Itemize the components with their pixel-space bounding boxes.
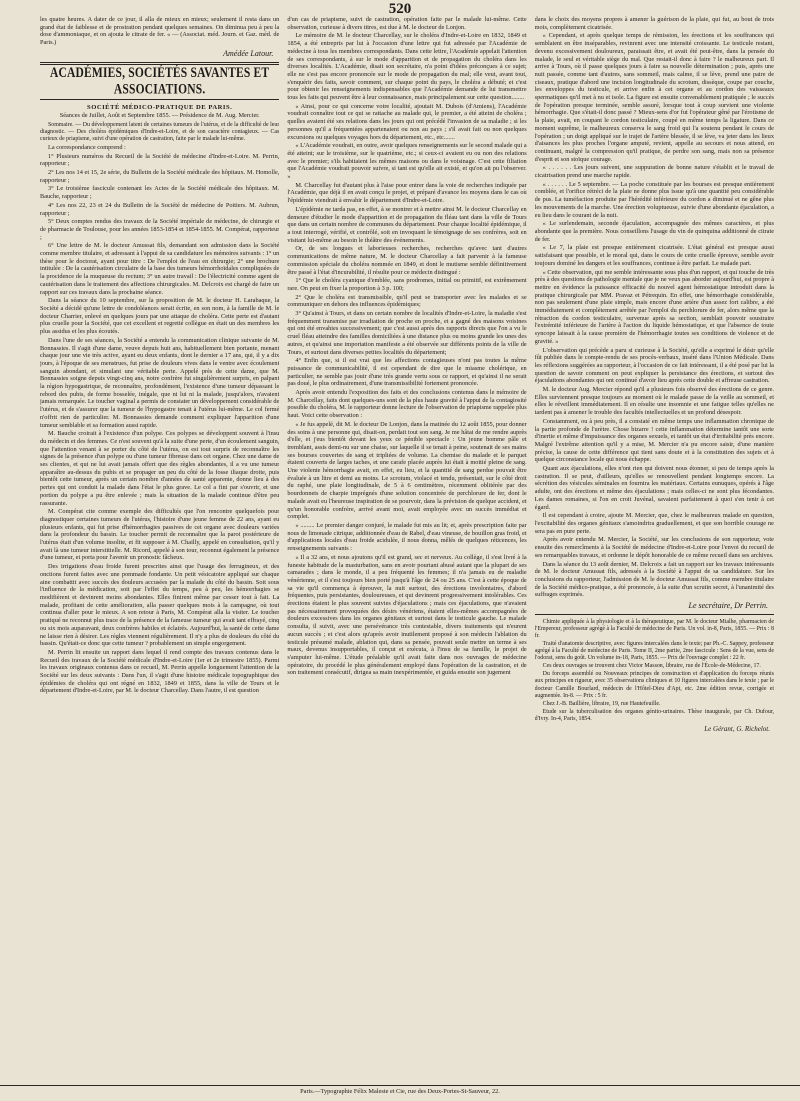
paragraph: « L'Académie voudrait, en outre, avoir quelques renseignements sur le second malade qui a été atteint; sur le troisième, sur le quatrième, etc.; si ceux-ci avaient eu ou non des relations avec le premier; s'ils habitaient les mêmes maisons ou dans le voisinage. C'est cette filiation que l'Académie voudrait pouvoir suivre, si tant est qu'elle ait existé, et qu'on ait pu l'observer. » (287, 142, 527, 181)
paragraph: Dans l'une de ses séances, la Société a entendu la communication clinique suivante de M. Bonnassies. Il s'agit d'une dame, veuve depuis huit ans, habituellement bien portante, menant chaque jour une vie très active, ayant eu deux enfants, dont le dernier a 17 ans, qui, il y a dix jours, à l'époque de ses menstrues, fut prise de douleurs vives dans le ventre avec écoulement sanguin abondant, et simulant une véritable perte. Appelé près de cette dame, que M. Bonnassies soigne depuis vingt-cinq ans, notre confrère fut singulièrement surpris, en palpant la région hypogastrique, de reconnaître, profondément, l'existence d'une tumeur dépassant le rebord des pubis, de forme bosselée, inégale, que ni lui ni la malade, jusqu'alors, n'avaient jamais remarquée. Le toucher vaginal a permis de constater un développement considérable de l'utérus, et de s'assurer que la tumeur de l'hypogastre tenait à l'utérus lui-même. Le col fermé n'offrit rien de particulier. M. Bonnassies demande comment expliquer l'apparition d'une tumeur semblable et sa formation aussi rapide. (40, 336, 280, 429)
paragraph: 1° Plusieurs numéros du Recueil de la Société de médecine d'Indre-et-Loire. M. Perrin, rapporteur ; (40, 152, 280, 168)
paragraph: L'épidémie ne tarda pas, en effet, à se montrer et à mettre ainsi M. le docteur Charcellay en demeure d'étudier le mode d'apparition et de propagation du fléau tant dans la ville de Tours que dans un certain nombre de communes du département. Pour chaque localité épidémique, il a tout interrogé, vérifié, et contrôlé, soit en invoquant le témoignage de ses confrères, soit en visitant lui-même au besoin le théâtre des événements. (287, 205, 527, 244)
paragraph: Dans la séance du 10 septembre, sur la proposition de M. le docteur H. Larabaque, la Société a décidé qu'une lettre de condoléances serait écrite, en son nom, à la famille de M. le docteur Charrier, enlevé en quelques jours par une attaque de choléra. Cette perte est d'autant plus cruelle pour la Société, que cet excellent et regretté collègue en était un des membres les plus assidus et les plus écoutés. (40, 297, 280, 336)
paragraph: 2° Les nos 14 et 15, 2e série, du Bulletin de la Société médicale des hôpitaux. M. Homolle, rapporteur ; (40, 169, 280, 184)
paragraph: « . . . . . . Les jours suivent, une suppuration de bonne nature s'établit et le travail de cicatrisation prend une marche rapide. (534, 164, 774, 180)
paragraph: 3° Le troisième fascicule contenant les Actes de la Société médicale des hôpitaux. M. Bauche, rapporteur ; (40, 185, 280, 201)
paragraph: « Je fus appelé, dit M. le docteur De Lonjon, dans la matinée du 12 août 1855, pour donner des soins à une personne qui, disait-on, perdait tout son sang. Je me hâtai de me rendre auprès d'elle, et j'eus bientôt devant les yeux ce pénible spectacle : Un jeune homme pâle et tremblant, assis demi-nu sur une chaise, sur laquelle il se tenait à peine, soutenait de ses mains ses bourses couvertes de sang et tripliées de volume. La chemise du malade et le parquet étaient couverts de larges taches, et une carafe placée auprès lui était à moitié pleine de sang. Une violente hémorrhagie avait, en effet, eu lieu, et la quantité de sang perdue pouvait être évaluée à un litre et demi au moins. Le scrotum, violacé et tendu, présentait, sur le côté droit du raphé, une plaie longitudinale, de 5 à 6 centimètres, récemment oblitérée par des bourdonnets de charpie imprégnés d'une solution concentrée de perchlorure de fer, dont le malade avait eu l'heureuse inspiration de se pourvoir, dans la prévision de quelque accident, et qu'un honorable confrère, arrivé avant moi, avait employée avec un succès immédiat et complet. (287, 420, 527, 521)
paragraph: « Le 7, la plaie est presque entièrement cicatrisée. L'état général est presque aussi satisfaisant que possible, et le moral qui, dans le cours de cette cruelle épreuve, semble avoir toujours dominé les dangers et les souffrances, continue à être parfait. Le malade part. (534, 244, 774, 267)
paragraph: M. le docteur Aug. Mercier répond qu'il a plusieurs fois observé des érections de ce genre. Elles surviennent presque toujours au moment où le malade passe de la veille au sommeil, et elles le réveillent immédiatement. Il en résulte une insomnie et une fatigue telles qu'elles ne tardent pas à amener le trouble des facultés intellectuelles et un profond désespoir. (534, 386, 774, 417)
paragraph: 2° Que le choléra est transmissible, qu'il peut se transporter avec les malades et se communiquer en dehors des influences épidémiques; (287, 293, 527, 309)
summary: Sommaire. — Du développement latent de certaines tumeurs de l'utérus, et de la difficulté de leur diagnostic. — Des choléra épidémiques d'Indre-et-Loire, et de son caractère contagieux. — Cas curieux de priapisme, suivi d'une opération de castration, faite par le malade lui-même. (40, 121, 280, 142)
paragraph: La correspondance comprend : (48, 143, 126, 151)
column-3 (535, 16, 774, 1056)
page-number: 520 (388, 1, 412, 17)
paragraph: Or, de ses longues et laborieuses recherches, recherches qu'avec tant d'autres communications de même nature, M. le docteur Charcellay a fait parvenir à la fameuse commission spéciale du choléra nommée en 1849, et dont le mutisme semble définitivement être passé à l'état d'incurabilité, il résulte pour ce médecin distingué : (287, 245, 527, 276)
paragraph: « Cependant, et après quelque temps de rémission, les érections et les souffrances qui semblaient en être inséparables, revinrent avec une intensité croissante. Le testicule restant, devenu excessivement douloureux, paraissait être, et avait été peut-être, dans la pensée du malade, le seul et véritable siège du mal. Que restait-il donc à faire ? le malheureux part. Il arrive à Tours, où il passe quelques jours à faire sa nouvelle détermination ; puis, après une nuit passée, comme tant d'autres, sans sommeil, mais calme, il se lève, prend une paire de ciseaux, pratique d'abord une incision longitudinale du scrotum, dissèque, coupe par couche, les enveloppes du testicule, et arrive enfin à cet organe et au cordon des vaisseaux spermatiques qu'il met à nu et isole. La figure est ensuite convenablement pratiquée ; le succès de l'opération presque terminée, semble assuré, lorsque tout à coup survient une violente hémorrhagie. Que s'était-il donc passé ? Mieux-sens d'or fut l'opérateur gêné par l'érotisme de la plaie, avait, en coupant le cordon testiculaire, coupé en même temps la ligature. Dans ce moment suprême, le malheureux conserva le sang froid qui l'a soutenu pendant le cours de l'opération ; un doigt appliqué sur le trajet de l'artère blessée, il se lève, va jeter dans les lieux d'aisances les plus proches l'organe amputé, revient, appelle au secours et nous attend, en continuant, malgré la compression qu'il pratique, de perdre son sang, mais non sa présence d'esprit et son stoïque courage. (534, 32, 774, 163)
paragraph: Après avoir entendu l'exposition des faits et des conclusions contenus dans le mémoire de M. Charcellay, faits dont quelques-uns sont de la plus haute gravité à l'appui de la contagiosité possible du choléra, M. le rapporteur donne lecture de l'observation de priapisme rappelée plus haut. Voici cette observation : (287, 389, 527, 420)
manager-signature: Le Gérant, G. Richelot. (704, 725, 770, 734)
printer-footer: Paris.—Typographie Félix Maleste et Cie, rue des Deux-Portes-St-Sauveur, 22. (0, 1085, 800, 1101)
paragraph: 3° Qu'ainsi à Tours, et dans un certain nombre de localités d'Indre-et-Loire, la maladie s'est fréquemment transmise par irradiation de proche en proche, et a gagné des maisons voisines qui ont été envahies successivement; que c'est aussi après des rapports directs que l'on a vu le cruel fléau atteindre des familles domiciliées à une distance plus ou moins grande les unes des autres, et qu'ainsi une importation manifeste a été observée sur différents points de la ville de Tours, et surtout dans diverses petites localités du département; (287, 310, 527, 356)
paragraph: L'observation qui précède a paru si curieuse à la Société, qu'elle a exprimé le désir qu'elle fût publiée dans le compte-rendu de ses procès-verbaux, inséré dans l'Union Médicale. Dans les réflexions suggérées au rapporteur, à l'occasion de ce fait intéressant, il a été posé par lui la question de savoir comment on peut expliquer la persistance des érections, et surtout des éjaculations abondantes qui ont continué d'avoir lieu après cette double et affreuse castration. (534, 346, 774, 385)
paragraph: Dans la séance du 13 août dernier, M. Delcroix a fait un rapport sur les travaux intéressants de M. le docteur Amussat fils, adressés à la Société à l'appui de sa candidature. Sur les conclusions du rapporteur, l'admission de M. le docteur Amussat fils, comme membre titulaire de la Société médico-pratique, a été prononcée, à la suite d'un scrutin secret, à l'unanimité des suffrages exprimés. (534, 560, 774, 599)
author-signature: Amédée Latour. (223, 48, 274, 58)
paragraph: 4° Enfin que, si il est vrai que les affections contagieuses n'ont pas toutes la même puissance de communicabilité, il est cependant de dire que le miasme cholérique, en particulier, ne semble pas jouir d'une très grande vertu sous ce rapport, et qu'ainsi il ne serait pas doué, le plus ordinairement, d'une transmissibilité fortement prononcée. (287, 357, 527, 388)
bibliography (535, 619, 774, 723)
bibliography-item: Du forceps assemblé ou Nouveaux principes de construction et d'application du forceps réunis aux principes en rigueur, avec 35 observations cliniques et 10 figures intercalées dans le texte ; par le docteur Camille Bourlard, médecin de l'Hôtel-Dieu d'Apt, etc. 2me édition revue, corrigée et augmentée. In-8. — Prix : 5 fr. (534, 671, 774, 699)
secretary-signature: Le secrétaire, Dr Perrin. (688, 601, 768, 611)
paragraph: Il est cependant à croire, ajoute M. Mercier, que, chez le malheureux malade en question, l'excitabilité des organes génitaux s'amoindrira graduellement, et que son horrible courage ne sera pas en pure perte. (534, 512, 774, 535)
paragraph: dans le choix des moyens propres à amener la guérison de la plaie, qui fut, au bout de trois mois, complètement cicatrisée. (534, 16, 774, 31)
bibliography-item: Traité d'anatomie descriptive, avec figures intercalées dans le texte; par Ph.-C. Sappey, professeur agrégé à la Faculté de médecine de Paris. Tome II, 2me partie, 2me fascicule : Sens de la vue, sens de l'odorat, sens du goût. Un volume in-18, Paris, 1855. — Prix de l'ouvrage complet : 22 fr. (534, 641, 774, 662)
paragraph: 5° Deux comptes rendus des travaux de la Société impériale de médecine, de chirurgie et de pharmacie de Toulouse, pour les années 1853-1854 et 1854-1855. M. Compérat, rapporteur ; (40, 218, 280, 241)
column-1 (40, 16, 279, 1056)
paragraph: Le mémoire de M. le docteur Charcellay, sur le choléra d'Indre-et-Loire en 1832, 1849 et 1854, a été entrepris par lui à l'occasion d'une lettre qui fut adressée par l'Académie de médecine à tous les membres correspondants. Dans cette lettre, l'Académie appelait l'attention de ses correspondants, à sur le mode d'apparition et de propagation du choléra dans les diverses localités. L'Académie, disait son secrétaire, n'a point d'idées préconçues à ce sujet; elle ne s'est pas encore prononcée sur le mode de propagation du mal; elle veut, avant tout, s'enquérir des faits, savoir comment, sur chaque point du pays, le choléra a débuté; et c'est pour obtenir les renseignements indispensables que l'Académie demande de lui transmettre tous les faits qui peuvent être à leur connaissance, mais principalement sur cette question........ (287, 32, 527, 102)
paragraph: « Ainsi, pour ce qui concerne votre localité, ajoutait M. Dubois (d'Amiens), l'Académie voudrait connaître tout ce qui se rattache au malade qui, le premier, a été atteint de choléra ; quelles avaient été ses relations dans les jours qui ont précédé l'invasion de sa maladie ; si les personnes qu'il a fréquentées appartenaient ou non au pays ; s'il avait fait ou non quelques excursions ou quelques voyages hors du département, etc., etc....... (287, 102, 527, 141)
bibliography-item: Chimie appliquée à la physiologie et à la thérapeutique, par M. le docteur Mialhe, pharmacien de l'Empereur, professeur agrégé à la Faculté de médecine de Paris. Un vol. in-8, Paris, 1855. — Prix : 8 fr. (534, 618, 774, 639)
paragraph: « . . . . . . Le 5 septembre. — La poche constituée par les bourses est presque entièrement comblée, et l'orifice rétréci de la plaie ne donne plus issue qu'à une quantité peu considérable de pus. La tuméfaction produite par l'hérédité inférieure du cordon a diminué et ne gêne plus les mouvements de la marche. Une érection voluptueuse, suivie d'une abondante éjaculation, a eu lieu dans le courant de la nuit. (534, 180, 774, 219)
paragraph: « Il a 32 ans, et nous ajoutons qu'il est grand, sec et nerveux. Au collège, il s'est livré à la funeste habitude de la masturbation, sans en avoir pourtant abusé autant que la plupart de ses camarades ; dans le monde, il a peu fréquenté les femmes; il n'a jamais eu de maladie vénérienne, et il s'est toujours bien porté jusqu'à l'âge de 24 ou 25 ans. C'est à cette époque de sa vie qu'il commença à éprouver, la nuit surtout, des érections involontaires, d'abord fréquentes, puis persistantes, douloureuses, et qui devinrent progressivement intolérables. Ces érections étaient le plus souvent suivies d'éjaculations ; mais ces éjaculations, que n'avaient pas nécessairement provoquées des désirs vénériens, étaient elles-mêmes accompagnées de douleurs excessives dans les organes génitaux et surtout dans le testicule gauche. Le malade consulta, il suivit, avec une persévérance très contestable, divers traitements qui n'eurent aucun succès ; et c'est alors qu'après avoir inutilement proposé à son médecin l'ablation du testicule présumé malade, ablation qui, dans sa pensée, pouvait seule mettre un terme à ses maux, devenus insupportables, il conçut et exécuta, à l'insu de sa famille, le projet de s'amputer lui-même. L'étude préalable qu'il avait faite dans nos ouvrages de médecine opératoire, du procédé le plus généralement employé dans l'opération de la castration, et de son traitement consécutif, dirigea sa main inexpérimentée, et guida ensuite son jugement (287, 553, 527, 677)
paragraph: 4° Les nos 22, 23 et 24 du Bulletin de la Société de médecine de Poitiers. M. Aubrun, rapporteur ; (40, 201, 280, 217)
paragraph: « Le surlendemain, seconde éjaculation, accompagnée des mêmes caractères, et plus abondante que la première. Nous conseillons l'usage du vin de quinquina additionné de citrate de fer. (534, 220, 774, 243)
paragraph: Des irrigations d'eau froide furent prescrites ainsi que l'usage des ferrugineux, et des onctions furent faites avec une pommade fondante. Un petit vésicatoire appliqué sur chaque aine combattit avec succès des douleurs accusées par la malade du côté du bassin. Soit sous l'influence de la médication, soit par l'effet du temps, peu à peu, les hémorrhagies se modifièrent et devinrent moins abondantes. Elles finirent même par cesser tout à fait. La malade, profitant de cette amélioration, alla passer quelques mois à la campagne, où tout continua d'aller pour le mieux. A son retour à Paris, M. Compérat alla la visiter. Le toucher pratiqué ne reconnut plus trace de la présence de la fameuse tumeur qui avait tant effrayé, cinq ou six mois auparavant, deux confrères habiles et éclairés. Aujourd'hui, la santé de cette dame ne laisse rien à désirer. Les règles viennent régulièrement. Il n'y a plus de douleurs du côté du bassin. Qu'était-ce donc que cette tumeur ? probablement un simple engorgement. (40, 563, 280, 648)
paragraph: M. Compérat cite comme exemple des difficultés que l'on rencontre quelquefois pour diagnostiquer certaines tumeurs de l'utérus, l'histoire d'une jeune femme de 22 ans, ayant eu plusieurs enfants, qui fut prise d'hémorrhagies passives de cet organe avec douleurs variées dans la profondeur du bassin. Le toucher permit de reconnaître que la paroi postérieure de l'utérus était d'un volume insolite, et fit supposer à M. Chailly, appelé en consultation, qu'il y avait là une tumeur interstitielle. M. Ricord, appelé à son tour, reconnut également la présence d'une tumeur, et porta pour l'avenir un pronostic fâcheux. (40, 508, 280, 562)
section-divider (40, 62, 279, 65)
heading-rule (40, 99, 279, 100)
bibliography-divider (535, 614, 774, 615)
paragraph: M. Bauche croirait à l'existence d'un polype. Ces polypes se développent souvent à l'insu du médecin et des femmes. Ce n'est souvent qu'à la suite d'une perte, d'un écoulement sanguin, que l'attention venant à se porter du côté de l'utérus, on est tout surpris de reconnaître les signes de la présence d'un polype ou d'une tumeur fibreuse dans cet organe. Chez une dame de ses clientes, et qui ne lui avait jamais offert que des règles abondantes, il a vu une tumeur apparaître au-dessus du pubis et se propager un peu du côté de la fosse iliaque droite, puis bientôt cette tumeur, après un certain nombre d'années de santé apparente, donne lieu à des pertes qui ont conduit la malade dans l'état le plus grave. Le col a fini par s'ouvrir, et une portion du polype a pu être enlevée ; mais la situation de la malade continue d'être peu rassurante. (40, 430, 280, 507)
bibliography-item: Ces deux ouvrages se trouvent chez Victor Masson, libraire, rue de l'École-de-Médecine, 17. (542, 663, 761, 670)
society-name: SOCIÉTÉ MÉDICO-PRATIQUE DE PARIS. (87, 103, 233, 111)
paragraph: 1° Que le choléra cyanique d'emblée, sans prodromes, initial ou primitif, est extrêmement rare. On peut en fixer la proportion à 3 p. 100; (287, 277, 527, 292)
paragraph: M. Perrin lit ensuite un rapport dans lequel il rend compte des travaux contenus dans le Recueil des travaux de la Société médicale d'Indre-et-Loire (1er et 2e trimestre 1855). Parmi les travaux originaux contenus dans ce recueil, M. Perrin appelle longuement l'attention de la Société sur les deux suivants : Dans l'un, il s'agit d'une histoire médicale topographique des épidémies de choléra qui ont régné en 1832, 1849 et 1855, dans la ville de Tours et le département d'Indre-et-Loire, par M. le docteur Charcellay. Dans l'autre, il est question (40, 648, 280, 695)
paragraph: M. Charcellay fut d'autant plus à l'aise pour entrer dans la voie de recherches indiquée par l'Académie, que déjà il en avait conçu le projet, et préparé d'avance les moyens dans le cas où l'épidémie viendrait à envahir le département d'Indre-et-Loire. (287, 181, 527, 205)
text-columns (40, 16, 774, 1056)
column-2 (287, 16, 526, 1056)
paragraph: 6° Une lettre de M. le docteur Amussat fils, demandant son admission dans la Société comme membre titulaire, et adressant à l'appui de sa candidature les mémoires suivants : 1° un thèse pour le doctorat, ayant pour titre : De l'emploi de l'eau en chirurgie; 2° une brochure intitulée : De la cautérisation circulaire de la base des tumeurs hémorrhoïdales compliquées de la procidence de la muqueuse du rectum; 3° un autre travail : De l'électricité comme agent de cautérisation dans le traitement des affections chirurgicales. M. Delcroix est chargé de faire un rapport sur ces travaux dans la prochaine séance. (40, 242, 280, 296)
paragraph: Après avoir entendu M. Mercier, la Société, sur les conclusions de son rapporteur, vote ensuite des remercîments à la Société de médecine d'Indre-et-Loire pour l'envoi du recueil de ses remarquables travaux, et ordonne le dépôt honorable de ce même recueil dans ses archives. (534, 536, 774, 559)
paragraph: « Cette observation, qui me semble intéressante sous plus d'un rapport, et qui touche de très près à des questions de pathologie mentale que je ne veux pas aborder aujourd'hui, est propre à mettre en évidence la puissance efficacité du nouvel agent hémostatique introduit dans la pratique chirurgicale par MM. Pravaz et Pétrequin. En effet, une hémorrhagie considérable, non pas seulement d'une plaie simple, mais encore d'une artère d'un assez fort calibre, a été immédiatement et complètement arrêtée par l'emploi du perchlorure de fer, alors même que la rétraction du cordon testiculaire, survenue après sa section, semblait pouvoir soustraire l'extrémité inférieure de l'artère à l'action du liquide hémostatique, et que l'absence de toute syncope laissait à la cause première de l'hémorrhagie toutes ses conditions de violence et de gravité. » (534, 268, 774, 345)
bibliography-item: Chez J.-B. Baillière, libraire, 19, rue Hautefeuille. (542, 700, 661, 707)
article-ending: les quatre heures. A dater de ce jour, il alla de mieux en mieux; seulement il resta dans un grand état de faiblesse et de prostration pendant quelques semaines. On diminua peu à peu la dose d'ammoniaque, et on ajouta le citrate de fer. « — (Associat. méd. Journ. et Gaz. méd. de Paris.) (40, 16, 280, 47)
bibliography-item: Etude sur la tuberculisation des organes génito-urinaires. Thèse inaugurale, par Ch. Dufour, d'Ivry. In-4, Paris, 1854. (534, 708, 774, 722)
paragraph: « ......... Le premier danger conjuré, le malade fut mis au lit; et, après prescription faite par nous de limonade citrique, additionnée d'eau de Rabel, d'eau vineuse, de bouillon gras froid, et d'applications locales d'eau froide acidulée, il nous donna, mêlés de quelques réticences, les renseignements suivants : (287, 522, 527, 553)
paragraph: d'un cas de priapisme, suivi de castration, opération faite par le malade lui-même. Cette observation, curieuse à divers titres, est due à M. le docteur de Lonjon. (287, 16, 527, 31)
section-heading: ACADÉMIES, SOCIÉTÉS SAVANTES ET ASSOCIATIONS. (50, 65, 270, 97)
paragraph: Quant aux éjaculations, elles n'ont rien qui doivent nous étonner, si peu de temps après la castration. Il se peut, d'ailleurs, qu'elles se renouvellent pendant longtemps encore. La sécrétion des vésicules séminales en fournira les matériaux. Certains eunuques, opérés à l'âge adulte, ont des érections et même des éjaculations ; mais celles-ci ne sont plus fécondantes. Les dames romaines, si l'on en croit Juvénal, savaient parfaitement à quoi s'en tenir à cet égard. (534, 465, 774, 511)
session-dates: Séances de Juillet, Août et Septembre 1855. — Présidence de M. Aug. Mercier. (59, 112, 260, 120)
paragraph: Constamment, ou à peu près, il a constaté en même temps une inflammation chronique de la partie profonde de l'urètre. Chose bizarre ! cette inflammation détermine tantôt une sorte d'inertie et même d'impuissance des organes sexuels, et tantôt un état d'irritabilité près encore. Malgré l'extrême attention qu'il y a mise, M. Mercier n'a pu encore saisir, d'une manière précise, la cause de cette différence qui tient sans doute et à la constitution des sujets et à quelque circonstance locale qui nous échappe. (534, 417, 774, 464)
